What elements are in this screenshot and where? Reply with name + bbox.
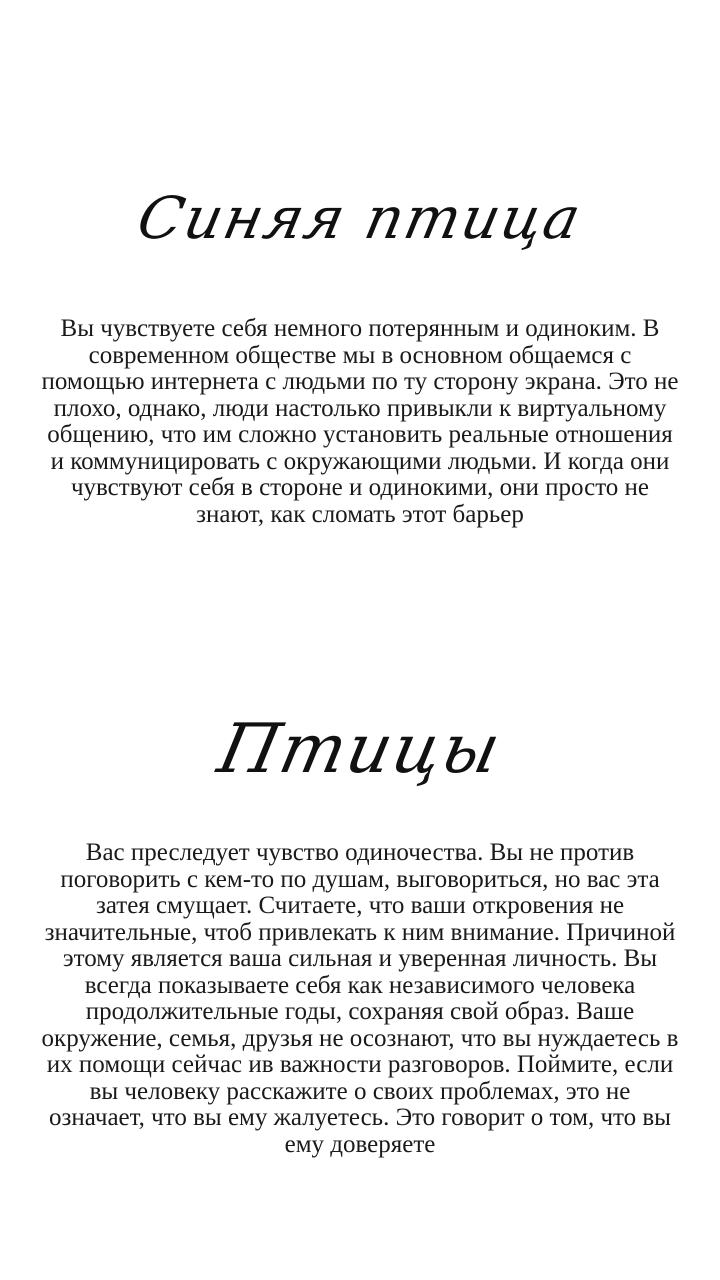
- section-title-blue-bird: Синяя птица: [131, 184, 589, 252]
- section-title-birds: Птицы: [211, 710, 509, 789]
- section-text-blue-bird: Вы чувствуете себя немного потерянным и одиноким. В современном обществе мы в основном общаемся с помощью интернета с людьми по ту сторону экрана. Это не плохо, однако, люди настолько привыкли к виртуальному общению, что им сложно установить реальные отношения и коммуницировать с окружающими людьми. И когда они чувствуют себя в стороне и одинокими, они просто не знают, как сломать этот барьер: [41, 315, 679, 528]
- section-text-birds: Вас преследует чувство одиночества. Вы не против поговорить с кем-то по душам, выговориться, но вас эта затея смущает. Считаете, что ваши откровения не значительные, чтоб привлекать к ним внимание. Причиной этому является ваша сильная и уверенная личность. Вы всегда показываете себя как независимого человека продолжительные годы, сохраняя свой образ. Ваше окружение, семья, друзья не осознают, что вы нуждаетесь в их помощи сейчас ив важности разговоров. Поймите, если вы человеку расскажите о своих проблемах, это не означает, что вы ему жалуетесь. Это говорит о том, что вы ему доверяете: [41, 839, 679, 1158]
